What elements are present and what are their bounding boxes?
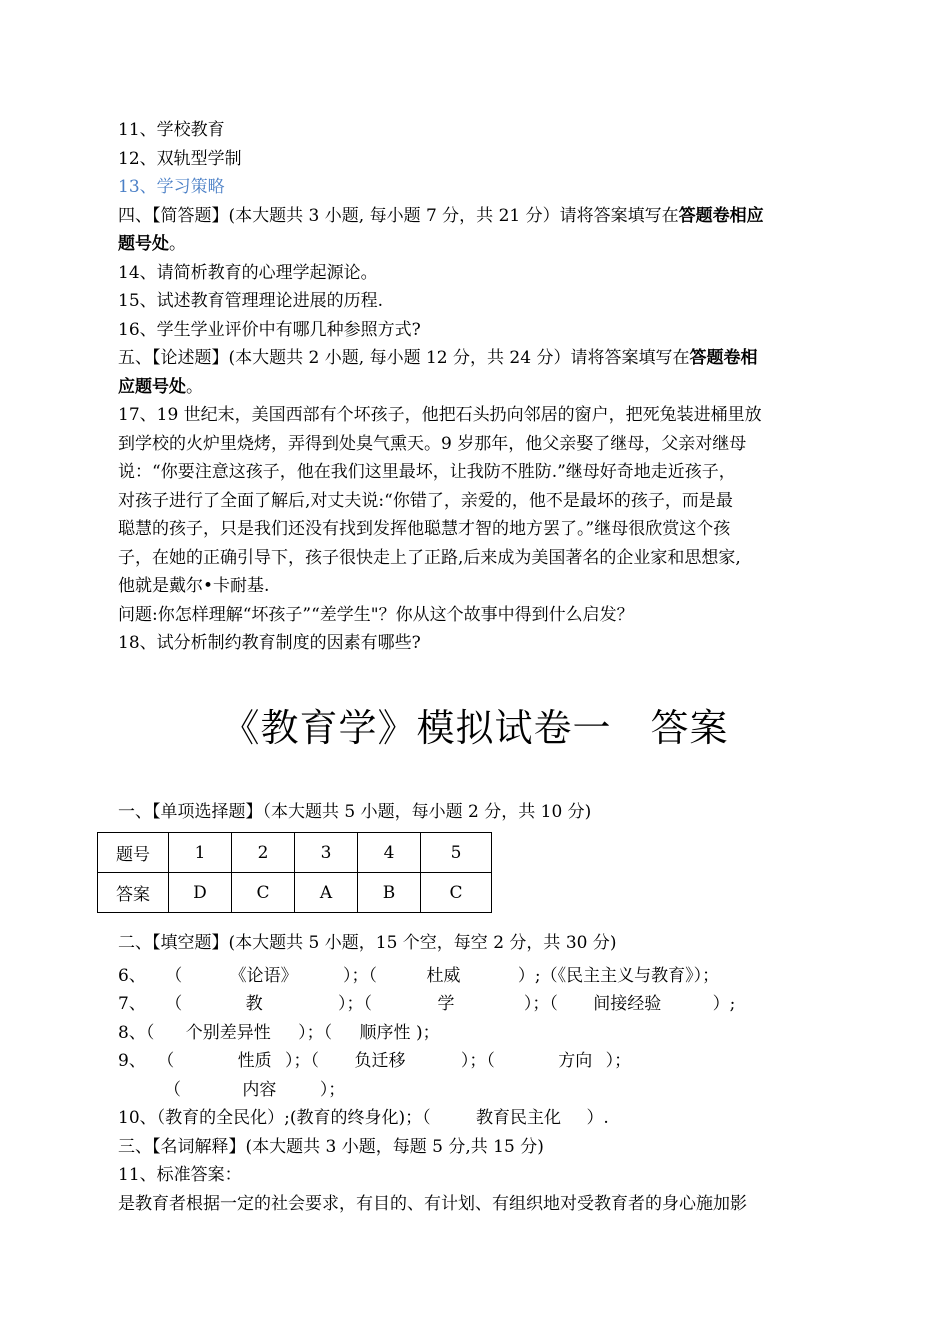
fill-paren: )； [415, 1023, 440, 1043]
fill-paren: ）；（ [460, 1051, 495, 1071]
section-5-bold-cont: 应题号处 [118, 377, 186, 397]
fill-paren: （ [165, 994, 183, 1014]
table-row [98, 873, 492, 913]
answer-table [97, 832, 492, 913]
item-17-line-3: 说：“你要注意这孩子，他在我们这里最坏，让我防不胜防.”继母好奇地走近孩子， [118, 462, 736, 482]
table-cell: A [295, 873, 358, 913]
answer-section-3: 三、【名词解释】(本大题共 3 小题，每题 5 分,共 15 分) [118, 1137, 544, 1157]
table-cell: 2 [232, 833, 295, 873]
item-12: 12、双轨型学制 [118, 149, 242, 169]
answer-title: 《教育学》模拟试卷一 答案 [221, 706, 729, 750]
table-cell: 3 [295, 833, 358, 873]
item-17-line-5: 聪慧的孩子，只是我们还没有找到发挥他聪慧才智的地方罢了。”继母很欣赏这个孩 [118, 519, 731, 539]
answer-11-text: 是教育者根据一定的社会要求，有目的、有计划、有组织地对受教育者的身心施加影 [118, 1194, 747, 1214]
fill-paren: ）；（ [285, 1051, 320, 1071]
fill-paren: ）；（ [298, 1023, 333, 1043]
section-5-text: 五、【论述题】(本大题共 2 小题, 每小题 12 分，共 24 分）请将答案填写在 [118, 348, 690, 368]
item-17-line-6: 子，在她的正确引导下，孩子很快走上了正路,后来成为美国著名的企业家和思想家, [118, 548, 741, 568]
fill-value: 负迁移 [354, 1051, 406, 1071]
item-16: 16、学生学业评价中有哪几种参照方式? [118, 320, 421, 340]
section-5-header [118, 344, 838, 372]
fill-answer-10 [118, 1104, 838, 1132]
section-4-text: 四、【简答题】(本大题共 3 小题, 每小题 7 分，共 21 分）请将答案填写在 [118, 206, 679, 226]
fill-value: 《论语》 [229, 966, 298, 986]
item-17-line-4: 对孩子进行了全面了解后,对丈夫说:“你错了，亲爱的，他不是最坏的孩子，而是最 [118, 491, 733, 511]
table-cell: C [232, 873, 295, 913]
fill-value: 顺序性 [359, 1023, 411, 1043]
section-5-bold: 答题卷相 [689, 348, 758, 368]
fill-answer-6 [118, 962, 838, 990]
fill-value: 个别差异性 [185, 1023, 271, 1043]
fill-number: 9、 [118, 1051, 146, 1071]
fill-paren: ）； [319, 1080, 346, 1100]
fill-paren: ）； [605, 1051, 632, 1071]
table-header-cell: 题号 [98, 833, 169, 873]
item-17-line-2: 到学校的火炉里烧烤，弄得到处臭气熏天。9 岁那年，他父亲娶了继母，父亲对继母 [118, 434, 747, 454]
table-cell: D [169, 873, 232, 913]
fill-value: ）;（《民主主义与教育》）； [517, 966, 720, 986]
section-4-header [118, 202, 838, 230]
fill-answer-9-cont [164, 1076, 884, 1104]
fill-paren: ）; [712, 994, 736, 1014]
fill-value: 间接经验 [593, 994, 662, 1014]
answer-section-1: 一、【单项选择题】（本大题共 5 小题，每小题 2 分，共 10 分) [118, 802, 592, 822]
fill-value: 方向 [558, 1051, 593, 1071]
fill-value: 杜威 [426, 966, 461, 986]
fill-paren: ）. [586, 1108, 609, 1128]
section-5-header-cont [118, 373, 838, 401]
fill-value: 内容 [242, 1080, 277, 1100]
fill-number: 7、 [118, 994, 146, 1014]
fill-answer-7 [118, 990, 838, 1018]
table-cell: 1 [169, 833, 232, 873]
item-17-line-1: 17、19 世纪末，美国西部有个坏孩子，他把石头扔向邻居的窗户，把死兔装进桶里放 [118, 405, 762, 425]
table-cell: C [421, 873, 492, 913]
fill-value: 教 [245, 994, 263, 1014]
section-4-bold: 答题卷相应 [678, 206, 764, 226]
item-17-question: 问题:你怎样理解“坏孩子”“差学生"？你从这个故事中得到什么启发？ [118, 605, 634, 625]
fill-paren: （ [164, 1080, 181, 1100]
item-18: 18、试分析制约教育制度的因素有哪些? [118, 633, 421, 653]
item-13: 13、学习策略 [118, 177, 225, 197]
item-14: 14、请简析教育的心理学起源论。 [118, 263, 378, 283]
fill-value: 学 [437, 994, 455, 1014]
fill-paren: ）；（ [338, 994, 373, 1014]
fill-value: 教育民主化 [476, 1108, 562, 1128]
fill-paren: ）；（ [523, 994, 558, 1014]
fill-number: 6、 [118, 966, 146, 986]
section-4-bold-cont: 题号处 [118, 234, 169, 254]
fill-answer-8 [118, 1019, 838, 1047]
fill-paren: （ [165, 966, 183, 986]
section-5-end: 。 [186, 377, 203, 397]
table-row [98, 833, 492, 873]
table-header-cell: 答案 [98, 873, 169, 913]
fill-value: 10、（教育的全民化）;(教育的终身化)；（ [118, 1108, 431, 1128]
section-4-header-cont [118, 230, 838, 258]
item-11: 11、学校教育 [118, 120, 225, 140]
fill-answer-9 [118, 1047, 838, 1075]
table-cell: 4 [358, 833, 421, 873]
fill-number: 8、（ [118, 1023, 155, 1043]
fill-paren: （ [157, 1051, 175, 1071]
table-cell: B [358, 873, 421, 913]
table-cell: 5 [421, 833, 492, 873]
answer-11-label: 11、标准答案： [118, 1165, 242, 1185]
answer-section-2: 二、【填空题】(本大题共 5 小题，15 个空，每空 2 分，共 30 分) [118, 933, 617, 953]
fill-paren: ）；（ [343, 966, 378, 986]
item-15: 15、试述教育管理理论进展的历程. [118, 291, 384, 311]
section-4-end: 。 [169, 234, 186, 254]
item-17-line-7: 他就是戴尔•卡耐基. [118, 576, 270, 596]
fill-value: 性质 [237, 1051, 272, 1071]
